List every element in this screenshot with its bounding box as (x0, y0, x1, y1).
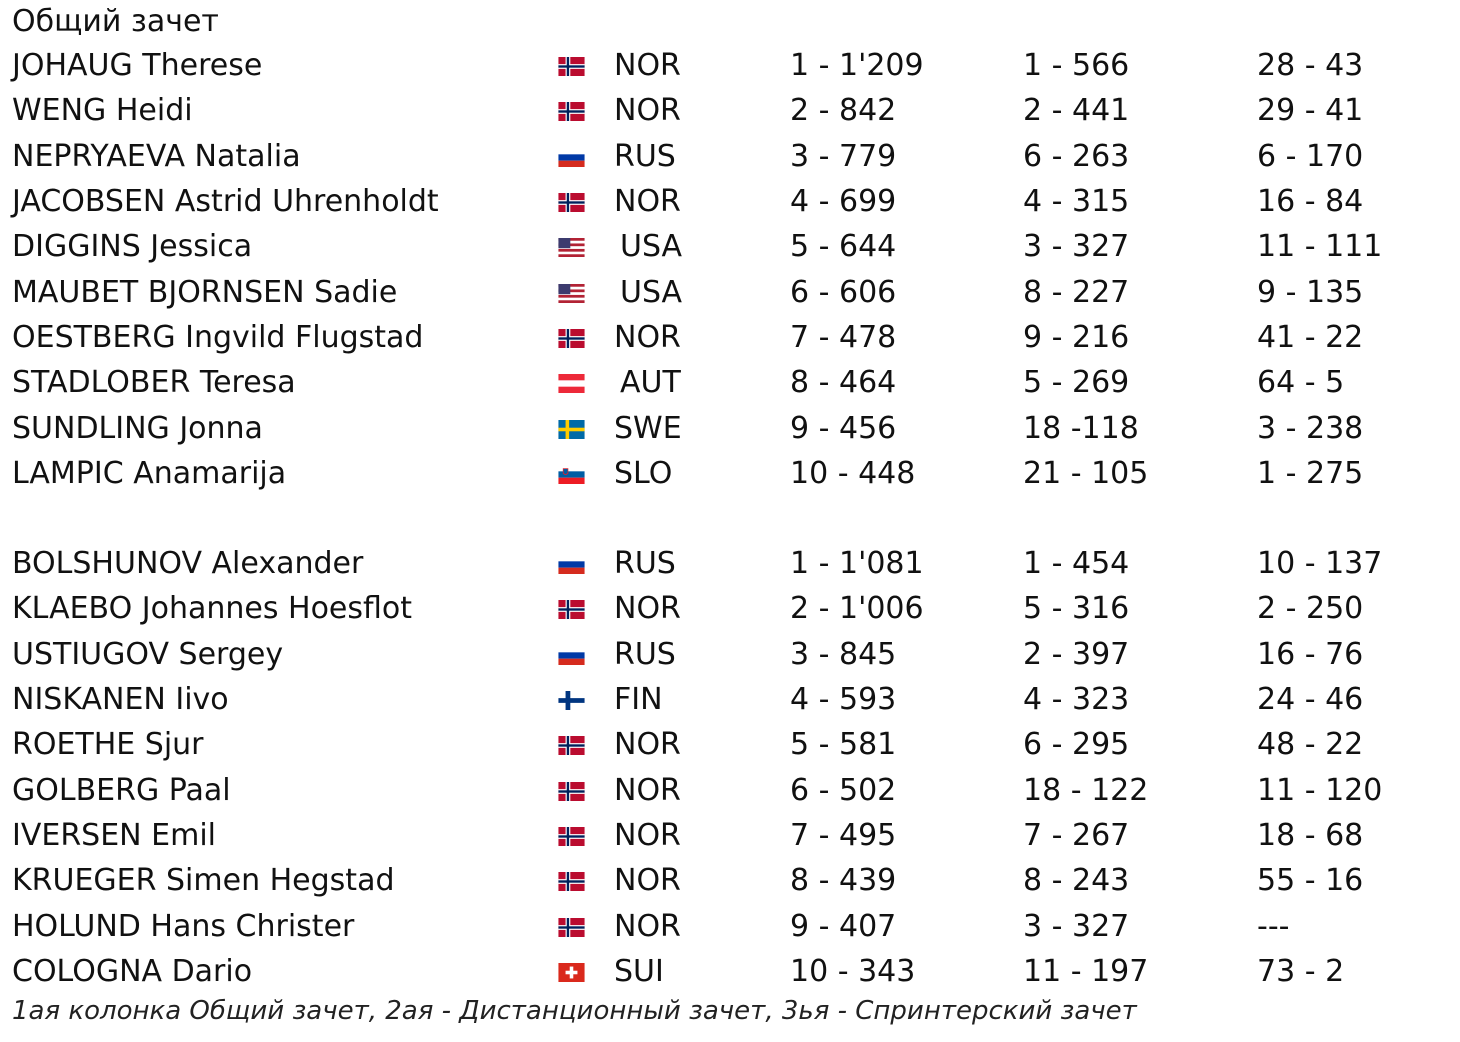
flag-slovenia-icon (556, 465, 587, 484)
flag-norway-icon (556, 782, 587, 801)
country-code: NOR (614, 909, 681, 944)
overall-standing: 7 - 495 (790, 818, 897, 853)
athlete-name: ROETHE Sjur (12, 727, 204, 762)
overall-standing: 9 - 456 (790, 411, 897, 446)
standings-row (0, 316, 1460, 360)
flag-norway-icon (556, 329, 587, 348)
overall-standing: 1 - 1'081 (790, 546, 924, 581)
standings-row (0, 678, 1460, 722)
sprint-standing: 2 - 250 (1257, 591, 1364, 626)
flag-norway-icon (556, 918, 587, 937)
country-code: NOR (614, 591, 681, 626)
country-code: NOR (614, 773, 681, 808)
overall-standing: 2 - 1'006 (790, 591, 924, 626)
athlete-name: JOHAUG Therese (12, 48, 263, 83)
athlete-name: BOLSHUNOV Alexander (12, 546, 364, 581)
standings-row (0, 135, 1460, 179)
country-code: RUS (614, 637, 676, 672)
sprint-standing: 10 - 137 (1257, 546, 1383, 581)
distance-standing: 8 - 243 (1023, 863, 1130, 898)
distance-standing: 9 - 216 (1023, 320, 1130, 355)
flag-sweden-icon (556, 420, 587, 439)
distance-standing: 1 - 566 (1023, 48, 1130, 83)
overall-standing: 5 - 644 (790, 229, 897, 264)
distance-standing: 4 - 323 (1023, 682, 1130, 717)
sprint-standing: 16 - 76 (1257, 637, 1364, 672)
overall-standing: 8 - 439 (790, 863, 897, 898)
distance-standing: 6 - 295 (1023, 727, 1130, 762)
distance-standing: 2 - 441 (1023, 93, 1130, 128)
standings-row (0, 633, 1460, 677)
sprint-standing: 24 - 46 (1257, 682, 1364, 717)
country-code: RUS (614, 546, 676, 581)
overall-standing: 10 - 448 (790, 456, 916, 491)
distance-standing: 5 - 316 (1023, 591, 1130, 626)
distance-standing: 7 - 267 (1023, 818, 1130, 853)
sprint-standing: 18 - 68 (1257, 818, 1364, 853)
country-code: RUS (614, 139, 676, 174)
standings-row (0, 950, 1460, 994)
standings-row (0, 44, 1460, 88)
country-code: NOR (614, 320, 681, 355)
athlete-name: HOLUND Hans Christer (12, 909, 355, 944)
standings-row (0, 225, 1460, 269)
sprint-standing: 1 - 275 (1257, 456, 1364, 491)
country-code: USA (620, 229, 683, 264)
athlete-name: MAUBET BJORNSEN Sadie (12, 275, 398, 310)
sprint-standing: --- (1257, 909, 1290, 944)
athlete-name: COLOGNA Dario (12, 954, 253, 989)
athlete-name: SUNDLING Jonna (12, 411, 263, 446)
athlete-name: STADLOBER Teresa (12, 365, 296, 400)
sprint-standing: 64 - 5 (1257, 365, 1345, 400)
page-title: Общий зачет (12, 4, 219, 39)
overall-standing: 2 - 842 (790, 93, 897, 128)
distance-standing: 3 - 327 (1023, 909, 1130, 944)
sprint-standing: 3 - 238 (1257, 411, 1364, 446)
distance-standing: 3 - 327 (1023, 229, 1130, 264)
country-code: NOR (614, 48, 681, 83)
flag-finland-icon (556, 691, 587, 710)
country-code: USA (620, 275, 683, 310)
distance-standing: 4 - 315 (1023, 184, 1130, 219)
country-code: FIN (614, 682, 663, 717)
athlete-name: GOLBERG Paal (12, 773, 231, 808)
sprint-standing: 41 - 22 (1257, 320, 1364, 355)
standings-row (0, 587, 1460, 631)
standings-row (0, 905, 1460, 949)
overall-standing: 7 - 478 (790, 320, 897, 355)
sprint-standing: 9 - 135 (1257, 275, 1364, 310)
athlete-name: IVERSEN Emil (12, 818, 216, 853)
athlete-name: USTIUGOV Sergey (12, 637, 284, 672)
standings-row (0, 769, 1460, 813)
standings-row (0, 814, 1460, 858)
flag-norway-icon (556, 193, 587, 212)
athlete-name: LAMPIC Anamarija (12, 456, 287, 491)
flag-russia-icon (556, 646, 587, 665)
standings-row (0, 542, 1460, 586)
standings-row (0, 859, 1460, 903)
sprint-standing: 73 - 2 (1257, 954, 1345, 989)
flag-norway-icon (556, 102, 587, 121)
standings-row (0, 407, 1460, 451)
distance-standing: 6 - 263 (1023, 139, 1130, 174)
athlete-name: KRUEGER Simen Hegstad (12, 863, 395, 898)
athlete-name: KLAEBO Johannes Hoesflot (12, 591, 413, 626)
flag-norway-icon (556, 872, 587, 891)
sprint-standing: 28 - 43 (1257, 48, 1364, 83)
standings-row (0, 271, 1460, 315)
standings-row (0, 89, 1460, 133)
sprint-standing: 55 - 16 (1257, 863, 1364, 898)
flag-russia-icon (556, 555, 587, 574)
overall-standing: 3 - 779 (790, 139, 897, 174)
overall-standing: 10 - 343 (790, 954, 916, 989)
athlete-name: WENG Heidi (12, 93, 193, 128)
flag-switzerland-icon (556, 963, 587, 982)
overall-standing: 6 - 606 (790, 275, 897, 310)
country-code: NOR (614, 727, 681, 762)
country-code: NOR (614, 184, 681, 219)
overall-standing: 3 - 845 (790, 637, 897, 672)
athlete-name: OESTBERG Ingvild Flugstad (12, 320, 424, 355)
overall-standing: 4 - 699 (790, 184, 897, 219)
distance-standing: 18 - 122 (1023, 773, 1149, 808)
sprint-standing: 11 - 111 (1257, 229, 1383, 264)
distance-standing: 11 - 197 (1023, 954, 1149, 989)
flag-russia-icon (556, 148, 587, 167)
standings-row (0, 180, 1460, 224)
distance-standing: 2 - 397 (1023, 637, 1130, 672)
country-code: AUT (620, 365, 681, 400)
standings-row (0, 452, 1460, 496)
sprint-standing: 48 - 22 (1257, 727, 1364, 762)
country-code: NOR (614, 93, 681, 128)
flag-norway-icon (556, 600, 587, 619)
overall-standing: 9 - 407 (790, 909, 897, 944)
flag-usa-icon (556, 238, 587, 257)
distance-standing: 18 -118 (1023, 411, 1139, 446)
standings-row (0, 361, 1460, 405)
overall-standing: 1 - 1'209 (790, 48, 924, 83)
athlete-name: NEPRYAEVA Natalia (12, 139, 301, 174)
distance-standing: 5 - 269 (1023, 365, 1130, 400)
overall-standing: 6 - 502 (790, 773, 897, 808)
overall-standing: 4 - 593 (790, 682, 897, 717)
sprint-standing: 29 - 41 (1257, 93, 1364, 128)
distance-standing: 8 - 227 (1023, 275, 1130, 310)
athlete-name: DIGGINS Jessica (12, 229, 253, 264)
flag-usa-icon (556, 284, 587, 303)
column-legend-footnote: 1ая колонка Общий зачет, 2ая - Дистанционный зачет, 3ья - Спринтерский зачет (12, 996, 1137, 1026)
sprint-standing: 16 - 84 (1257, 184, 1364, 219)
flag-norway-icon (556, 57, 587, 76)
overall-standing: 8 - 464 (790, 365, 897, 400)
sprint-standing: 11 - 120 (1257, 773, 1383, 808)
sprint-standing: 6 - 170 (1257, 139, 1364, 174)
athlete-name: JACOBSEN Astrid Uhrenholdt (12, 184, 439, 219)
flag-norway-icon (556, 827, 587, 846)
country-code: SUI (614, 954, 664, 989)
country-code: SWE (614, 411, 682, 446)
distance-standing: 21 - 105 (1023, 456, 1149, 491)
standings-row (0, 723, 1460, 767)
country-code: NOR (614, 863, 681, 898)
country-code: NOR (614, 818, 681, 853)
flag-austria-icon (556, 374, 587, 393)
country-code: SLO (614, 456, 673, 491)
athlete-name: NISKANEN Iivo (12, 682, 229, 717)
flag-norway-icon (556, 736, 587, 755)
distance-standing: 1 - 454 (1023, 546, 1130, 581)
overall-standing: 5 - 581 (790, 727, 897, 762)
